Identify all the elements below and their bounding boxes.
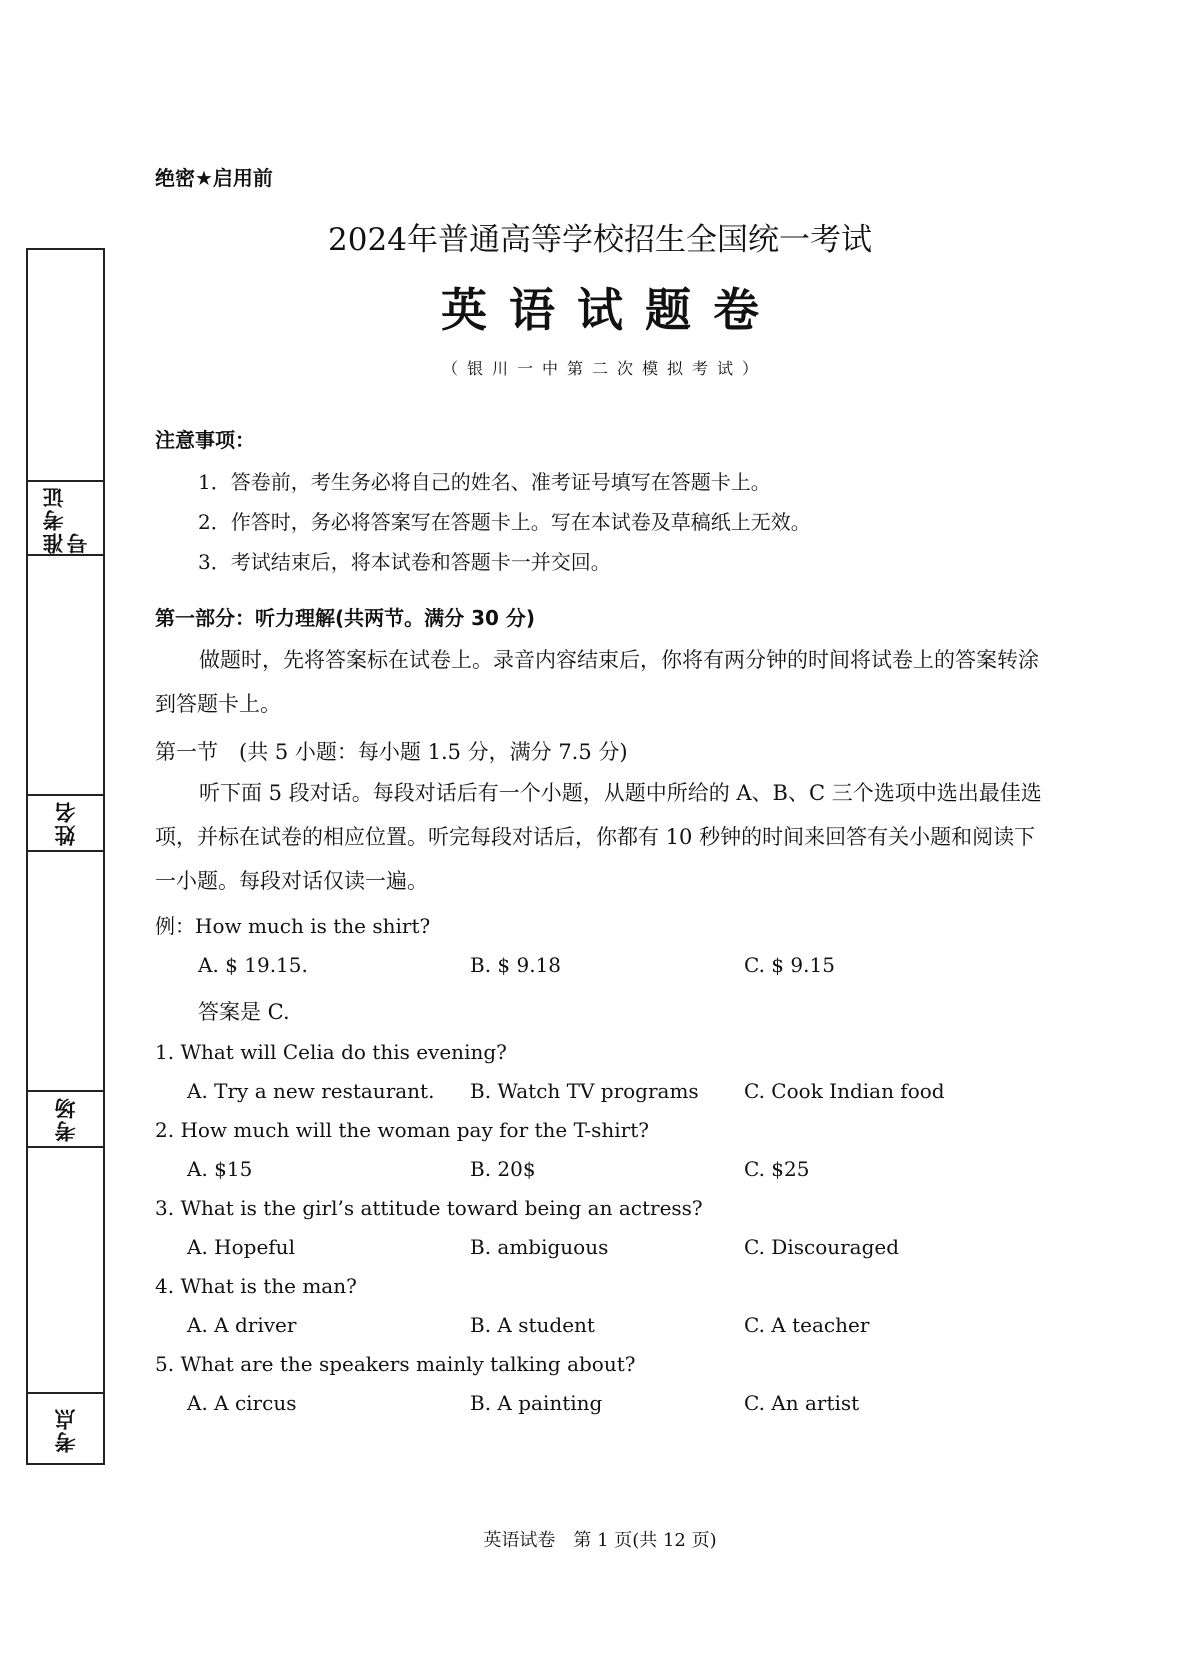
- question-2: 2. How much will the woman pay for the T-shirt?: [155, 1118, 649, 1142]
- notice-item: 1．答卷前，考生务必将自己的姓名、准考证号填写在答题卡上。: [198, 470, 771, 494]
- question-1-option-c: C. Cook Indian food: [744, 1079, 945, 1103]
- question-1: 1. What will Celia do this evening?: [155, 1040, 507, 1064]
- question-5-option-a: A. A circus: [187, 1391, 297, 1415]
- secret-mark: 绝密★启用前: [155, 166, 273, 190]
- question-4-option-b: B. A student: [470, 1313, 595, 1337]
- site-blank: [28, 1148, 103, 1392]
- binding-strip: [26, 248, 105, 1465]
- notice-item: 3．考试结束后，将本试卷和答题卡一并交回。: [198, 550, 611, 574]
- question-3-option-c: C. Discouraged: [744, 1235, 900, 1259]
- question-3: 3. What is the girl’s attitude toward being an actress?: [155, 1196, 703, 1220]
- question-2-option-a: A. $15: [187, 1157, 253, 1181]
- question-4-option-c: C. A teacher: [744, 1313, 870, 1337]
- room-label: 考场: [53, 1096, 78, 1142]
- notice-heading: 注意事项：: [155, 428, 255, 452]
- example-option-b: B. $ 9.18: [470, 953, 562, 977]
- question-5-option-c: C. An artist: [744, 1391, 860, 1415]
- question-4-option-a: A. A driver: [187, 1313, 297, 1337]
- question-4: 4. What is the man?: [155, 1274, 357, 1298]
- sub-title: （银川一中第二次模拟考试）: [441, 359, 767, 378]
- question-2-option-c: C. $25: [744, 1157, 810, 1181]
- question-5: 5. What are the speakers mainly talking about?: [155, 1352, 636, 1376]
- name-label-cell: [28, 796, 103, 850]
- question-1-option-b: B. Watch TV programs: [470, 1079, 699, 1103]
- exam-id-label-cell: [28, 482, 103, 554]
- exam-id-label: 准考证号: [41, 485, 90, 554]
- example-question: 例：How much is the shirt?: [155, 914, 431, 938]
- question-2-option-b: B. 20$: [470, 1157, 536, 1181]
- question-3-option-a: A. Hopeful: [187, 1235, 295, 1259]
- question-1-option-a: A. Try a new restaurant.: [187, 1079, 435, 1103]
- section1-instruction: 听下面 5 段对话。每段对话后有一个小题，从题中所给的 A、B、C 三个选项中选出最佳选项，并标在试卷的相应位置。听完每段对话后，你都有 10 秒钟的时间来回答有关小题和阅读下一小题。每段对话仅读一遍。: [155, 781, 1042, 893]
- name-blank: [28, 556, 103, 794]
- site-label: 考点: [53, 1406, 78, 1453]
- example-option-a: A. $ 19.15.: [198, 953, 308, 977]
- example-option-c: C. $ 9.15: [744, 953, 835, 977]
- page-footer: 英语试卷 第 1 页(共 12 页): [483, 1530, 717, 1551]
- notice-item: 2．作答时，务必将答案写在答题卡上。写在本试卷及草稿纸上无效。: [198, 510, 811, 534]
- name-label: 姓名: [53, 800, 78, 846]
- part1-heading: 第一部分：听力理解(共两节。满分 30 分): [155, 606, 536, 630]
- section1-heading: 第一节 (共 5 小题：每小题 1.5 分，满分 7.5 分): [155, 740, 628, 764]
- site-label-cell: [28, 1394, 103, 1465]
- question-5-option-b: B. A painting: [470, 1391, 603, 1415]
- exam-title: 2024年普通高等学校招生全国统一考试: [328, 222, 872, 258]
- question-3-option-b: B. ambiguous: [470, 1235, 609, 1259]
- part1-instruction: 做题时，先将答案标在试卷上。录音内容结束后，你将有两分钟的时间将试卷上的答案转涂到答题卡上。: [155, 648, 1039, 716]
- room-blank: [28, 852, 103, 1090]
- example-answer: 答案是 C.: [198, 1000, 290, 1024]
- paper-title: 英语试题卷: [441, 283, 781, 337]
- room-label-cell: [28, 1092, 103, 1146]
